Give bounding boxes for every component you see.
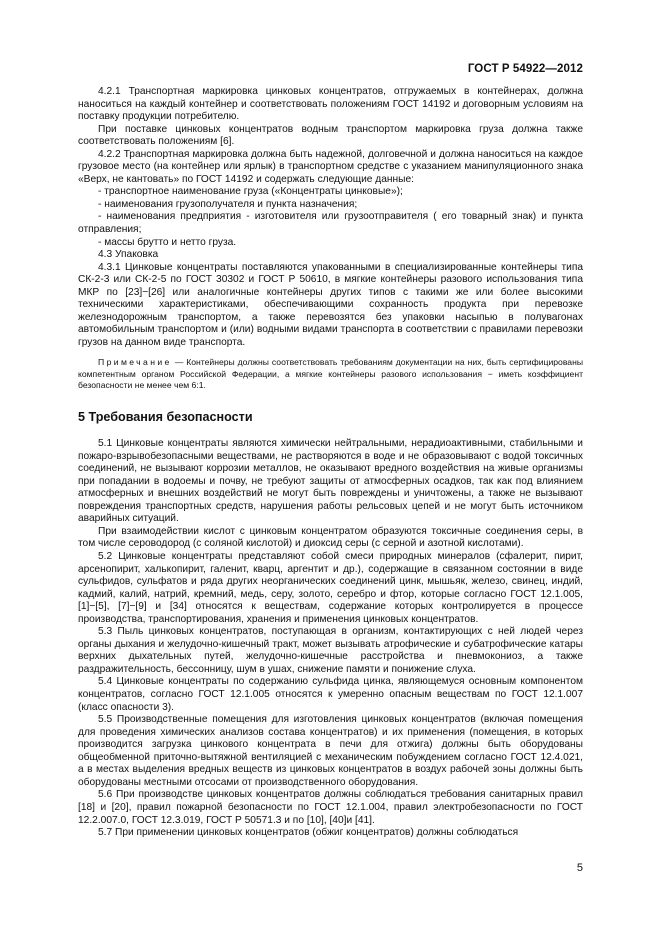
paragraph: 5.4 Цинковые концентраты по содержанию сульфида цинка, являющемуся основным компонентом концентратов, согласно ГОСТ 12.1.005 относятся к умеренно опасным веществам по ГОСТ 12.1.007 (класс опасности 3). — [78, 676, 583, 713]
page-number: 5 — [576, 862, 583, 874]
paragraph: 4.2.2 Транспортная маркировка должна быть надежной, долговечной и должна наноситься на каждое грузовое место (на контейнер или ярлык) в транспортном средстве с указанием манипуляционного знака «Верх, не кантовать» по ГОСТ 14192 и содержать следующие данные: — [78, 148, 583, 185]
list-item: - наименования предприятия - изготовителя или грузоотправителя ( его товарный знак) и пункта отправления; — [78, 211, 583, 236]
list-item: - транспортное наименование груза («Концентраты цинковые»); — [98, 186, 403, 198]
note-label: Примечание — [98, 357, 172, 368]
list-item: - массы брутто и нетто груза. — [98, 236, 237, 248]
paragraph: 5.2 Цинковые концентраты представляют собой смеси природных минералов (сфалерит, пирит, арсенопирит, халькопирит, галенит, кварц, аргентит и др.), содержащие в связанном состоянии в виде сульфидов, сульфатов и ряда других неорганических соединений цинк, мышьяк, железо, свинец, индий, кадмий, калий, натрий, кремний, медь, серу, золото, серебро и фтор, которые согласно ГОСТ 12.1.005, [1]−[5], [7]−[9] и [34] относятся к веществам, содержание которых контролируется в процессе производства, транспортирования, хранения и применения цинковых концентратов. — [78, 551, 583, 625]
paragraph: 5.7 При применении цинковых концентратов (обжиг концентратов) должны соблюдаться — [98, 827, 519, 839]
paragraph: При поставке цинковых концентратов водным транспортом маркировка груза должна также соответствовать положениям [6]. — [78, 123, 583, 148]
subsection-heading: 4.3 Упаковка — [98, 249, 159, 261]
paragraph: 5.6 При производстве цинковых концентратов должны соблюдаться требования санитарных правил [18] и [20], правил пожарной безопасности по ГОСТ 12.1.004, правил электробезопасности по ГОСТ 12.2.007.0, ГОСТ 12.3.019, ГОСТ Р 50571.3 и по [10], [40]и [41]. — [78, 789, 583, 826]
note — [78, 357, 583, 391]
note-text: — Контейнеры должны соответствовать требованиям документации на них, быть сертифицированы компетентным органом Российской Федерации, а мягкие контейнеры разового использования − иметь коэффициент безопасности не менее чем 6:1. — [78, 357, 583, 390]
paragraph: 4.3.1 Цинковые концентраты поставляются упакованными в специализированные контейнеры типа СК-2-3 или СК-2-5 по ГОСТ 30302 и ГОСТ Р 50610, в мягкие контейнеры разового использования типа МКР по [23]−[26] или аналогичные контейнеры других типов с такими же или более высокими техническими характеристиками, обеспечивающими сохранность продукта при перевозке железнодорожным транспортом, а также перевозятся без упаковки насыпью в полувагонах автомобильным транспортом и (или) водными видами транспорта в соответствии с правилами перевозки грузов на данном виде транспорта. — [78, 261, 583, 348]
paragraph: 5.1 Цинковые концентраты являются химически нейтральными, нерадиоактивными, стабильными и пожаро-взрывобезопасными веществами, не растворяются в воде и не образовывают с водой токсичных соединений, не вызывают коррозии металлов, не оказывают вредного воздействия на живые организмы при попадании в водоемы и почву, не требуют защиты от атмосферных осадков, так как под влиянием атмосферных и внешних воздействий не могут быть повреждены и уничтожены, а также не вызывают повреждения транспортных средств, нарушения работы рельсовых цепей и не могут быть источником аварийных ситуаций. — [78, 438, 583, 525]
paragraph: 4.2.1 Транспортная маркировка цинковых концентратов, отгружаемых в контейнерах, должна наноситься на каждый контейнер и соответствовать положениям ГОСТ 14192 и договорным условиям на поставку продукции потребителю. — [78, 86, 583, 123]
paragraph: 5.5 Производственные помещения для изготовления цинковых концентратов (включая помещения для проведения химических анализов состава концентратов) и их применения (помещения, в которых производится загрузка цинкового концентрата в печи для отжига) должны быть оборудованы общеобменной приточно-вытяжной вентиляцией с механическим побуждением согласно ГОСТ 12.4.021, а в местах выделения вредных веществ из цинковых концентратов в воздух рабочей зоны должны быть оборудованы местными отсосами от производственного оборудования. — [78, 714, 583, 788]
section-heading: 5 Требования безопасности — [78, 410, 253, 425]
paragraph: 5.3 Пыль цинковых концентратов, поступающая в организм, контактирующих с ней людей через органы дыхания и желудочно-кишечный тракт, может вызывать атрофические и субатрофические катары верхних дыхательных путей, желудочно-кишечные расстройства и пневмокониоз, а также раздражительность, бессонницу, шум в ушах, снижение памяти и понижение слуха. — [78, 626, 583, 675]
document-header: ГОСТ Р 54922—2012 — [467, 63, 583, 75]
list-item: - наименования грузополучателя и пункта назначения; — [98, 198, 358, 210]
document-body — [78, 86, 583, 840]
paragraph: При взаимодействии кислот с цинковым концентратом образуются токсичные соединения серы, в том числе сероводород (с соляной кислотой) и диоксид серы (с серной и азотной кислотами). — [78, 525, 583, 550]
